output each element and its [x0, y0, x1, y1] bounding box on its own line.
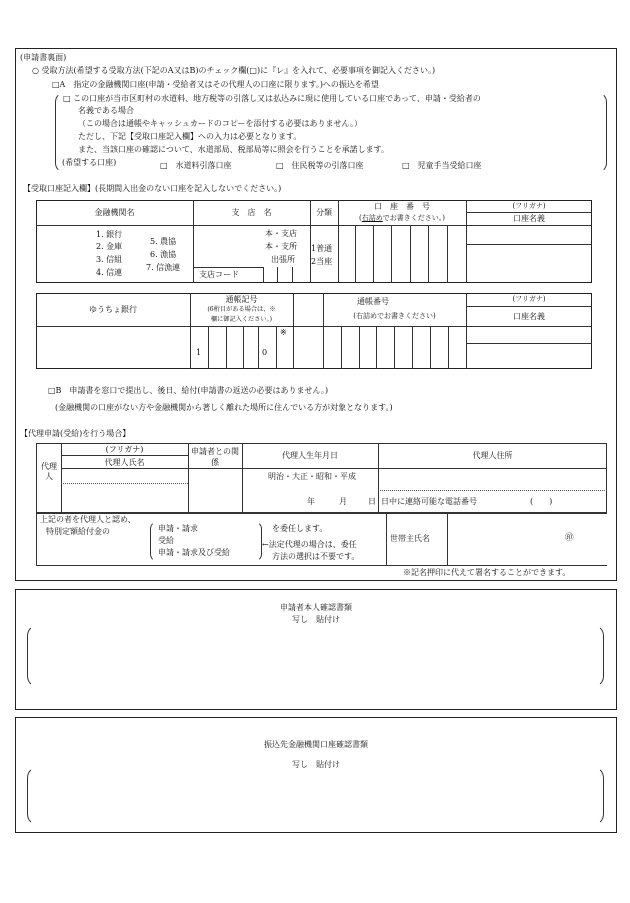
bank-type-3[interactable]: 3. 信組: [96, 255, 123, 264]
checkbox-water-account[interactable]: □ 水道料引落口座: [160, 161, 232, 170]
delegate-line1: 上記の者を代理人と認め、: [40, 515, 136, 524]
agent-birth-header: 代理人生年月日: [282, 451, 338, 460]
account-section-title: 【受取口座記入欄】(長期間入出金のない口座を記入しないでください。): [23, 184, 282, 193]
agent-relation-header: 申請者との関係: [191, 447, 239, 468]
bank-document-bracket: [27, 766, 604, 826]
bank-document-title: 振込先金融機関口座確認書類: [264, 740, 368, 749]
branch-type-shucchojo[interactable]: 出張所: [271, 255, 295, 264]
header-account-number-note: (右詰めでお書きください。): [359, 214, 445, 222]
agent-phone-area[interactable]: ( ): [530, 497, 553, 506]
yucho-kana-header: (フリガナ): [512, 295, 546, 303]
signature-footnote: ※記名押印に代えて署名することができます。: [403, 568, 571, 577]
yucho-symbol-note1: (6桁目がある場合は、※: [207, 306, 276, 313]
header-account-holder: 口座名義: [513, 214, 545, 223]
bank-type-7[interactable]: 7. 信漁連: [146, 263, 181, 272]
bank-document-sub: 写し 貼付け: [292, 760, 340, 769]
delegate-option-both[interactable]: 申請・請求及び受給: [158, 548, 230, 557]
checkbox-child-allowance-account[interactable]: □ 児童手当受給口座: [402, 161, 482, 170]
seal-mark: ㊞: [565, 533, 574, 543]
method-a-line2: 名義である場合: [78, 106, 134, 115]
id-document-bracket: [27, 624, 604, 688]
delegate-option-receive[interactable]: 受給: [158, 536, 174, 545]
id-document-sub: 写し 貼付け: [292, 615, 340, 624]
method-a-line4: ただし、下記【受取口座記入欄】への入力は必要となります。: [78, 132, 302, 141]
method-a-checkbox[interactable]: □A 指定の金融機関口座(申請・受給者又はその代理人の口座に限ります。)への振込を希望: [52, 80, 379, 89]
method-intro: ○ 受取方法(希望する受取方法(下記のA又はB)のチェック欄(□)に『レ』を入れて、必要事項を御記入ください。): [32, 66, 436, 75]
delegate-option-apply[interactable]: 申請・請求: [158, 524, 198, 533]
bank-type-2[interactable]: 2. 金庫: [96, 242, 123, 251]
agent-birth-month: 月: [339, 497, 347, 506]
yucho-asterisk: ※: [280, 328, 287, 337]
yucho-symbol-note2: 欄に御記入ください。): [210, 316, 273, 323]
delegate-note1: ←法定代理の場合は、委任: [262, 540, 357, 549]
yucho-number-header: 通帳番号: [357, 297, 389, 306]
method-b-checkbox[interactable]: □B 申請書を窓口で提出し、後日、給付(申請書の返送の必要はありません。): [48, 386, 329, 395]
delegate-entrust: を委任します。: [272, 524, 328, 533]
branch-type-honshiten[interactable]: 本・支店: [265, 229, 297, 238]
yucho-digit-last: 0: [262, 348, 268, 357]
bank-type-5[interactable]: 5. 農協: [150, 237, 177, 246]
agent-name-header: 代理人氏名: [104, 458, 145, 467]
yucho-bank-label: ゆうちょ銀行: [89, 305, 137, 314]
checkbox-tax-account[interactable]: □ 住民税等の引落口座: [276, 161, 364, 170]
yucho-holder-header: 口座名義: [513, 312, 545, 321]
yucho-number-note: (右詰めでお書きください): [353, 312, 436, 320]
agent-era-options[interactable]: 明治・大正・昭和・平成: [268, 472, 356, 481]
bank-type-1[interactable]: 1. 銀行: [96, 230, 123, 239]
agent-birth-day: 日: [368, 497, 376, 506]
method-a-line5: また、当該口座の確認について、水道部局、税部局等に照会を行うことを承諾します。: [78, 145, 390, 154]
id-document-title: 申請者本人確認書類: [280, 603, 352, 612]
header-account-type: 分類: [316, 208, 332, 217]
type-toza[interactable]: 2当座: [311, 257, 333, 266]
header-branch-name: 支 店 名: [231, 208, 272, 217]
header-kana: (フリガナ): [512, 202, 546, 210]
agent-birth-year: 年: [307, 497, 315, 506]
yucho-symbol-header: 通帳記号: [225, 295, 258, 304]
branch-code-label: 支店コード: [199, 270, 239, 279]
delegate-line2: 特別定額給付金の: [46, 527, 110, 536]
householder-name-label: 世帯主氏名: [390, 534, 430, 543]
branch-type-honshisho[interactable]: 本・支所: [265, 242, 297, 251]
agent-phone-label: 日中に連絡可能な電話番号: [381, 497, 477, 506]
page-heading: (申請書裏面): [20, 53, 67, 62]
method-a-line1[interactable]: □ この口座が当市区町村の水道料、地方税等の引落し又は払込みに現に使用している口座であって、申請・受給者の: [63, 94, 481, 103]
bank-type-6[interactable]: 6. 漁協: [150, 250, 177, 259]
underline-right-align: 右詰め: [361, 214, 383, 222]
header-account-number: 口 座 番 号: [374, 202, 430, 211]
header-bank-name: 金融機関名: [94, 208, 135, 217]
method-a-line3: （この場合は通帳やキャッシュカードのコピーを添付する必要はありません。）: [78, 119, 362, 128]
yucho-digit-first: 1: [196, 348, 202, 357]
bank-type-4[interactable]: 4. 信連: [96, 268, 123, 277]
delegate-note2: 方法の選択は不要です。: [272, 552, 360, 561]
agent-address-header: 代理人住所: [472, 451, 513, 460]
agent-side-label: 代理人: [41, 462, 57, 481]
type-futsu[interactable]: 1普通: [311, 244, 333, 253]
agent-section-title: 【代理申請(受給)を行う場合】: [20, 429, 131, 438]
agent-kana-header: (フリガナ): [105, 445, 144, 454]
method-a-hope-label: (希望する口座): [62, 158, 117, 167]
method-b-note: (金融機関の口座がない方や金融機関から著しく離れた場所に住んでいる方が対象となります。): [55, 403, 393, 412]
